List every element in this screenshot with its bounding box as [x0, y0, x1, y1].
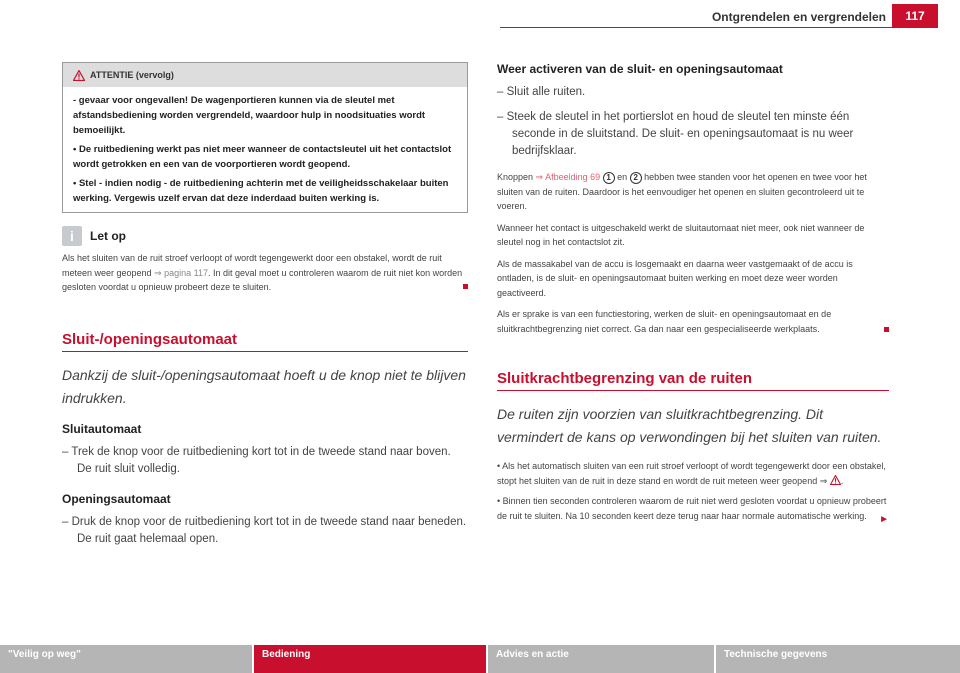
info-paragraph: Wanneer het contact is uitgeschakeld werkt de sluitautomaat niet meer, ook niet wanneer de sleutel nog in het contactslot zit.: [497, 222, 865, 247]
bullet-item: • Als het automatisch sluiten van een ruit stroef verloopt of wordt tegengewerkt door een obstakel, stopt het sluiten van de ruit in deze stand en wordt de ruit meteen weer geopend ⇒ .: [497, 461, 886, 486]
figure-link[interactable]: ⇒ Afbeelding 69: [535, 172, 601, 182]
warning-body: [63, 87, 467, 212]
section-title: Sluit-/openingsautomaat: [62, 331, 468, 352]
warning-link-icon[interactable]: [830, 475, 841, 485]
instruction-step: – Steek de sleutel in het portierslot en houd de sleutel ten minste één seconde in de sluitstand. De sluit- en openingsautomaat is nu weer bedrijfsklaar.: [497, 111, 854, 157]
note-header: [62, 225, 468, 247]
instruction-step: – Trek de knop voor de ruitbediening kort tot in de tweede stand naar boven. De ruit sluit volledig.: [62, 445, 451, 475]
warning-icon: [73, 70, 85, 81]
section-title: Sluitkrachtbegrenzing van de ruiten: [497, 370, 889, 391]
warning-box: [62, 62, 468, 213]
instruction-step: – Sluit alle ruiten.: [497, 86, 586, 98]
text-part: • Binnen tien seconden controleren waarom de ruit niet werd gesloten voordat u opnieuw probeert de ruit te sluiten. Na 10 seconden keert deze terug naar haar normale automatische werking.: [497, 496, 887, 521]
subheading-reactivate: Weer activeren van de sluit- en openingsautomaat: [497, 62, 783, 76]
subheading-close: Sluitautomaat: [62, 421, 142, 436]
section-auto: [62, 331, 468, 548]
section-intro: De ruiten zijn voorzien van sluitkrachtbegrenzing. Dit vermindert de kans op verwondingen bij het sluiten van ruiten.: [497, 406, 882, 445]
left-column: [62, 62, 468, 548]
info-paragraph: Als de massakabel van de accu is losgemaakt en daarna weer vastgemaakt of de accu is ontladen, is de sluit- en openingsautomaat buiten werking en moet deze weer worden geactiveerd.: [497, 258, 853, 298]
warning-paragraph: - gevaar voor ongevallen! De wagenportieren kunnen via de sleutel met afstandsbediening worden vergrendeld, waardoor hulp in noodsituaties wordt bemoeilijkt.: [73, 95, 426, 136]
warning-header: [63, 63, 467, 87]
next-page-icon[interactable]: ►: [879, 513, 889, 525]
section-limit: [497, 370, 889, 523]
text-part: en: [614, 172, 630, 182]
tab-technical[interactable]: Technische gegevens: [716, 645, 960, 673]
note-text-part: . In dit geval moet u controleren waarom de ruit niet kon worden gesloten voordat u opnieuw probeert deze te sluiten.: [62, 267, 463, 292]
warning-title: ATTENTIE (vervolg): [90, 70, 174, 80]
info-paragraph: [497, 307, 889, 336]
note-text: [62, 251, 468, 295]
end-marker: [463, 284, 468, 289]
note-icon: i: [62, 226, 82, 246]
section-intro: Dankzij de sluit-/openingsautomaat hoeft u de knop niet te blijven indrukken.: [62, 366, 466, 406]
note-text-part: Als het sluiten van de ruit stroef verloopt of wordt tegengewerkt door een obstakel, wordt de ruit meteen weer geopend: [62, 253, 442, 278]
header-rule: [500, 27, 938, 28]
note-title: Let op: [90, 229, 126, 243]
tab-operation[interactable]: Bediening: [254, 645, 486, 673]
page-link[interactable]: ⇒ pagina 117: [154, 267, 208, 278]
footer-nav: [0, 645, 960, 673]
instruction-step: – Druk de knop voor de ruitbediening kort tot in de tweede stand naar beneden. De ruit gaat helemaal open.: [62, 515, 467, 545]
tab-advice[interactable]: Advies en actie: [488, 645, 714, 673]
text-part: Knoppen: [497, 172, 536, 182]
callout-2: 2: [630, 172, 642, 184]
callout-1: 1: [603, 172, 615, 184]
info-paragraph: [497, 170, 889, 214]
page-number: 117: [892, 4, 938, 28]
bullet-item: [497, 494, 889, 523]
subheading-open: Openingsautomaat: [62, 491, 171, 506]
warning-paragraph: • Stel - indien nodig - de ruitbediening achterin met de veiligheidsschakelaar buiten werking. Vergewis uzelf ervan dat deze inderdaad buiten werking is.: [73, 178, 449, 204]
text-part: Als er sprake is van een functiestoring, werken de sluit- en openingsautomaat en de sluitkrachtbegrenzing niet correct. Ga dan naar een gespecialiseerde werkplaats.: [497, 309, 832, 334]
text-part: • Als het automatisch sluiten van een ruit stroef verloopt of wordt tegengewerkt door een obstakel, stopt het sluiten van de ruit in deze stand en wordt de ruit meteen weer geopend ⇒: [497, 461, 886, 486]
right-column: [497, 62, 889, 527]
warning-paragraph: • De ruitbediening werkt pas niet meer wanneer de contactsleutel uit het contactslot wordt getrokken en een van de voorportieren wordt geopend.: [73, 144, 452, 170]
text-part: hebben twee standen voor het openen en twee voor het sluiten van de ruiten. Daardoor is het eenvoudiger het openen en sluiten gecontroleerd uit te voeren.: [497, 172, 867, 211]
page-header: [0, 0, 960, 30]
chapter-title: Ontgrendelen en vergrendelen: [711, 10, 886, 24]
end-marker: [884, 327, 889, 332]
tab-safety[interactable]: "Veilig op weg": [0, 645, 252, 673]
